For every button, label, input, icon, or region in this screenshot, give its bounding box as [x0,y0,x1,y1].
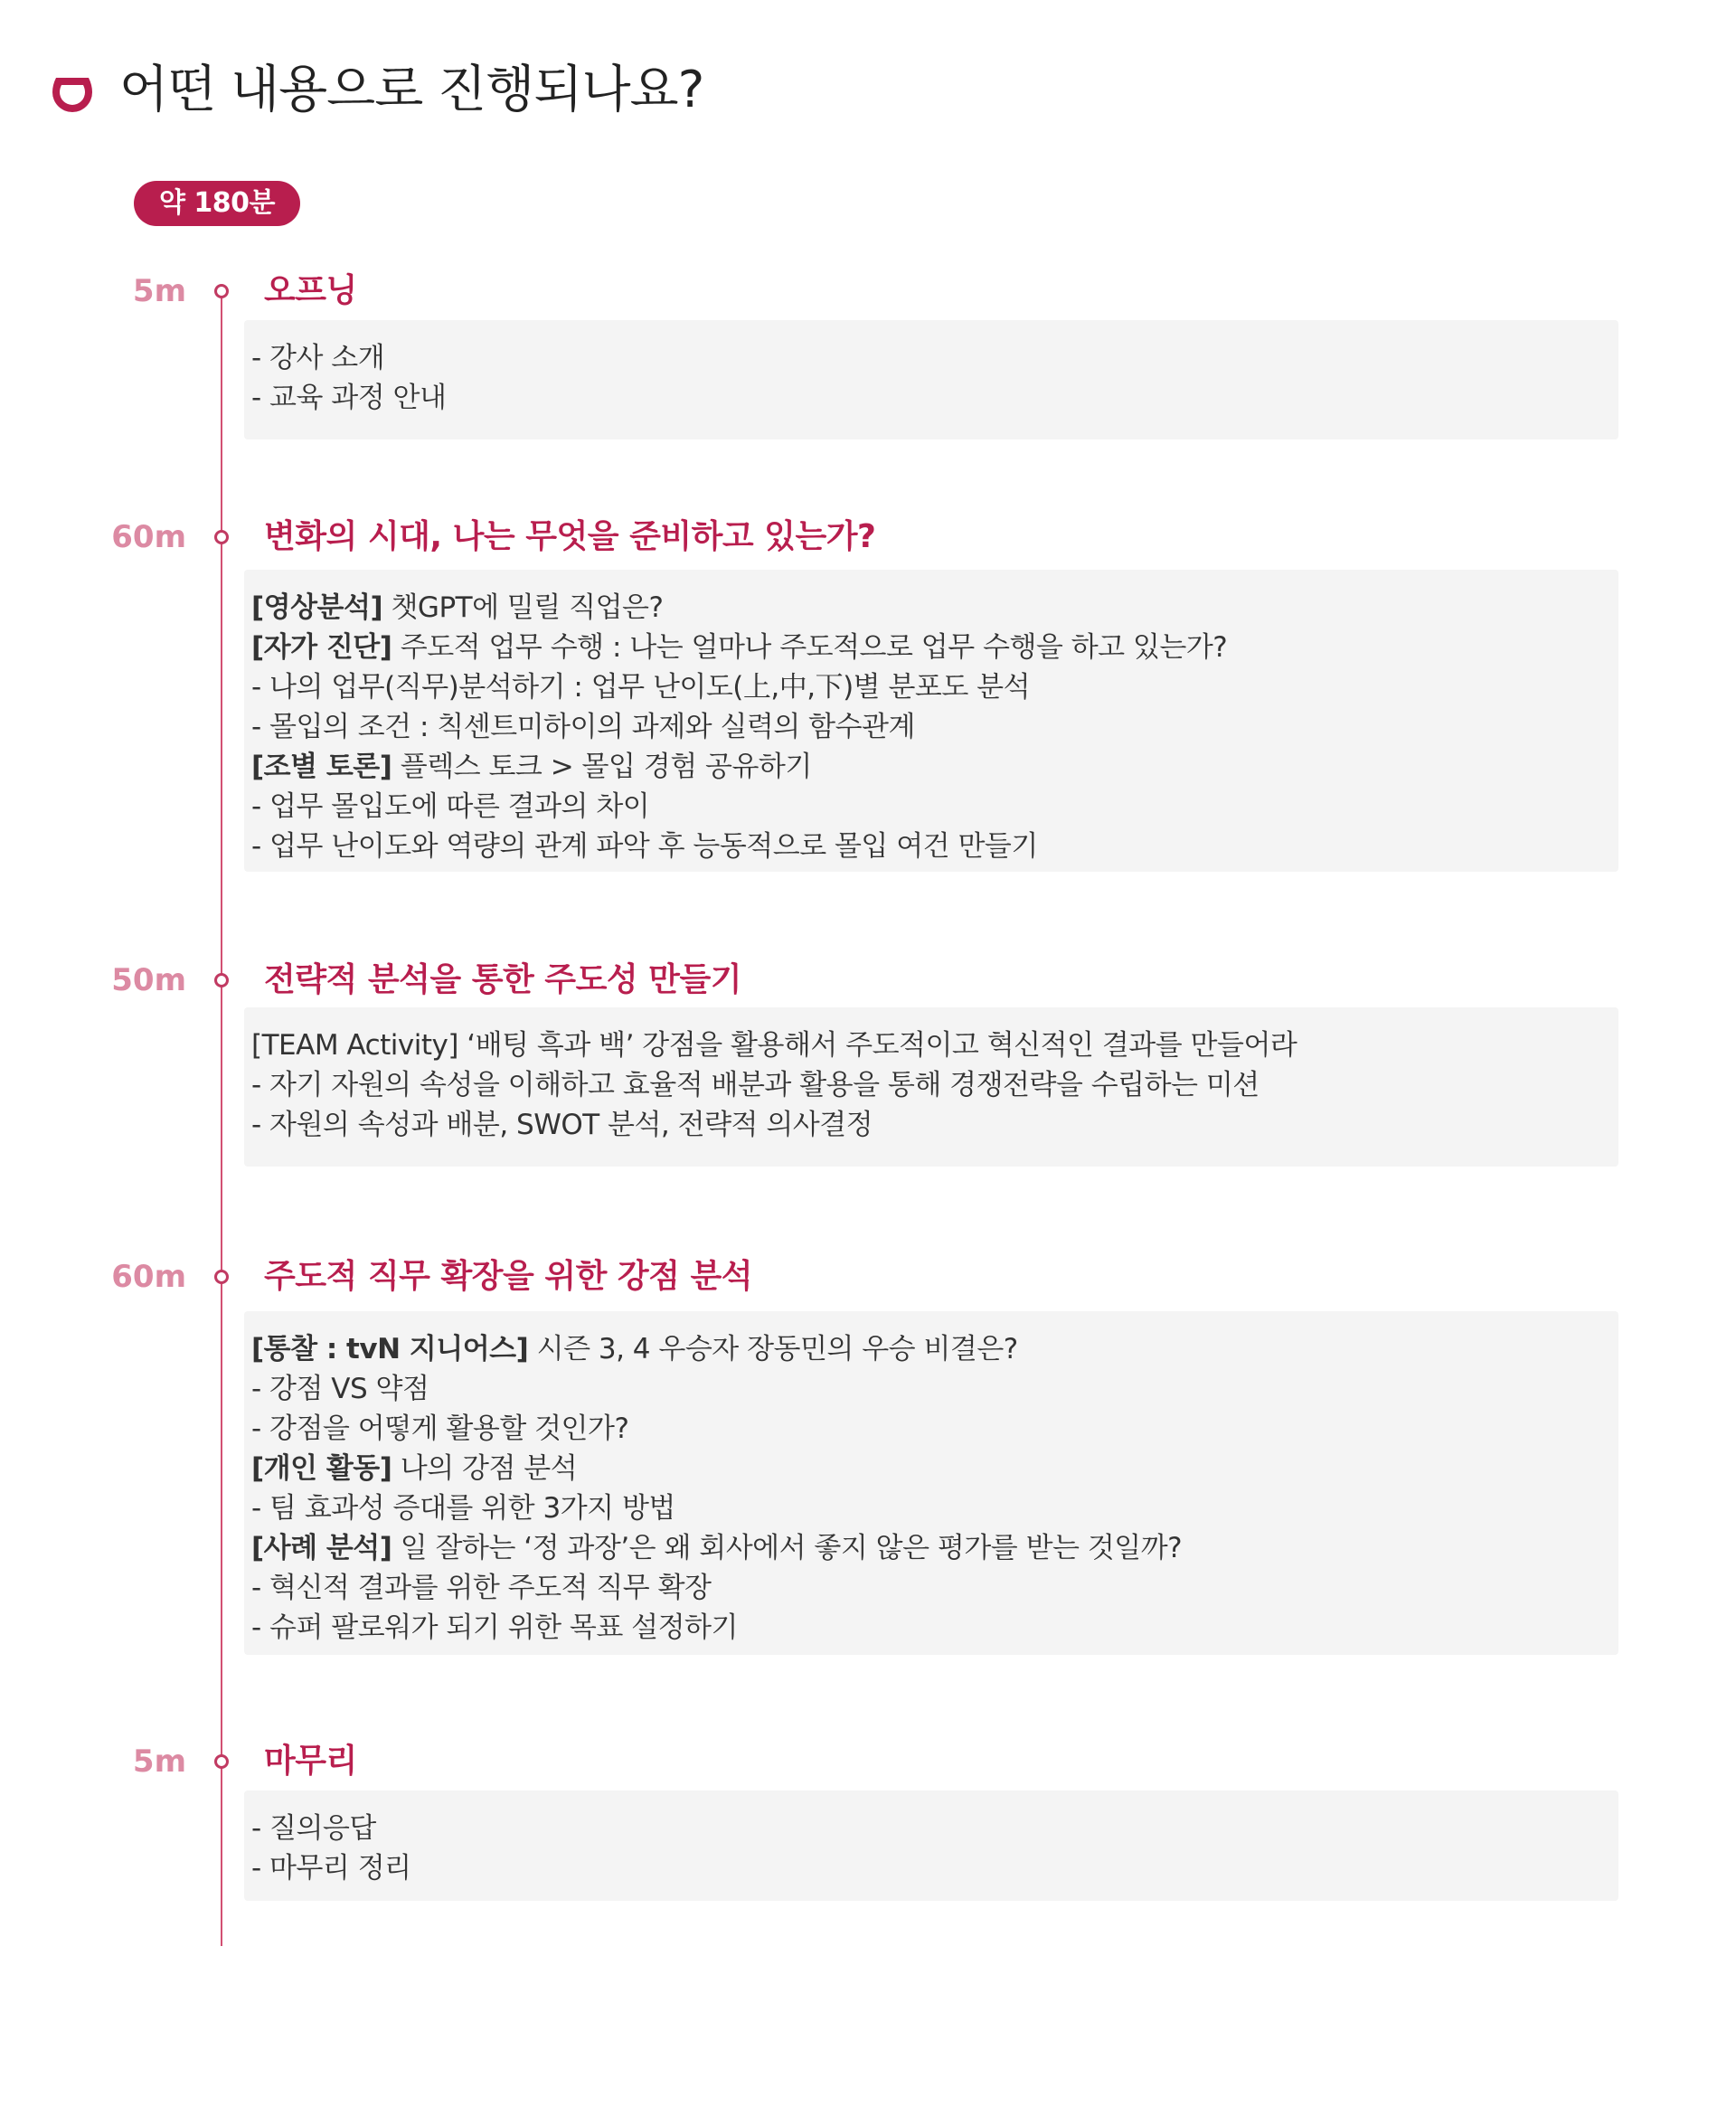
section-content-box [244,320,1618,439]
section-duration: 5m [132,1743,186,1780]
section-duration: 60m [111,519,186,555]
timeline-dot-icon [214,1754,229,1769]
timeline-dot-icon [214,1270,229,1284]
section-content-box [244,1790,1618,1901]
content-line: - 업무 몰입도에 따른 결과의 차이 [251,790,650,823]
section-content-box [244,1007,1618,1167]
page-header [49,61,704,119]
timeline-dot-icon [214,973,229,987]
content-line: - 강점을 어떻게 활용할 것인가? [251,1413,629,1445]
content-line: - 업무 난이도와 역량의 관계 파악 후 능동적으로 몰입 여건 만들기 [251,830,1038,863]
content-line: - 혁신적 결과를 위한 주도적 직무 확장 [251,1572,712,1604]
content-line: - 나의 업무(직무)분석하기 : 업무 난이도(上,中,下)별 분포도 분석 [251,671,1031,704]
brand-logo-icon [49,67,96,114]
content-line: - 팀 효과성 증대를 위한 3가지 방법 [251,1492,675,1525]
content-line: [조별 토론] 플렉스 토크 > 몰입 경험 공유하기 [251,751,812,783]
content-line: - 강사 소개 [251,342,385,374]
section-duration: 60m [111,1259,186,1295]
content-line: [통찰 : tvN 지니어스] 시즌 3, 4 우승자 장동민의 우승 비결은? [251,1333,1018,1365]
section-title: 변화의 시대, 나는 무엇을 준비하고 있는가? [264,518,876,555]
section-duration: 5m [132,273,186,309]
content-line: - 자원의 속성과 배분, SWOT 분석, 전략적 의사결정 [251,1109,873,1141]
section-content-box [244,570,1618,872]
section-title: 오프닝 [264,272,357,309]
section-duration: 50m [111,962,186,998]
content-line: - 교육 과정 안내 [251,382,447,414]
timeline-dot-icon [214,284,229,298]
content-line: - 슈퍼 팔로워가 되기 위한 목표 설정하기 [251,1611,738,1644]
content-line: - 마무리 정리 [251,1852,411,1885]
content-line: [TEAM Activity] ‘배팅 흑과 백’ 강점을 활용해서 주도적이고 혁신적인 결과를 만들어라 [251,1029,1297,1062]
content-line: [개인 활동] 나의 강점 분석 [251,1452,578,1485]
content-line: [사례 분석] 일 잘하는 ‘정 과장’은 왜 회사에서 좋지 않은 평가를 받는 것일까? [251,1532,1183,1564]
page-title: 어떤 내용으로 진행되나요? [119,61,704,119]
timeline-dot-icon [214,530,229,544]
section-title: 주도적 직무 확장을 위한 강점 분석 [264,1258,753,1295]
section-content-box [244,1311,1618,1655]
content-line: - 강점 VS 약점 [251,1373,429,1405]
content-line: - 질의응답 [251,1812,376,1845]
content-line: - 몰입의 조건 : 칙센트미하이의 과제와 실력의 함수관계 [251,711,915,743]
content-line: [자가 진단] 주도적 업무 수행 : 나는 얼마나 주도적으로 업무 수행을 하고 있는가? [251,631,1228,664]
content-line: [영상분석] 챗GPT에 밀릴 직업은? [251,591,664,624]
section-title: 전략적 분석을 통한 주도성 만들기 [264,961,741,998]
total-duration-badge: 약 180분 [134,181,300,226]
content-line: - 자기 자원의 속성을 이해하고 효율적 배분과 활용을 통해 경쟁전략을 수립하는 미션 [251,1069,1260,1101]
section-title: 마무리 [264,1743,357,1780]
